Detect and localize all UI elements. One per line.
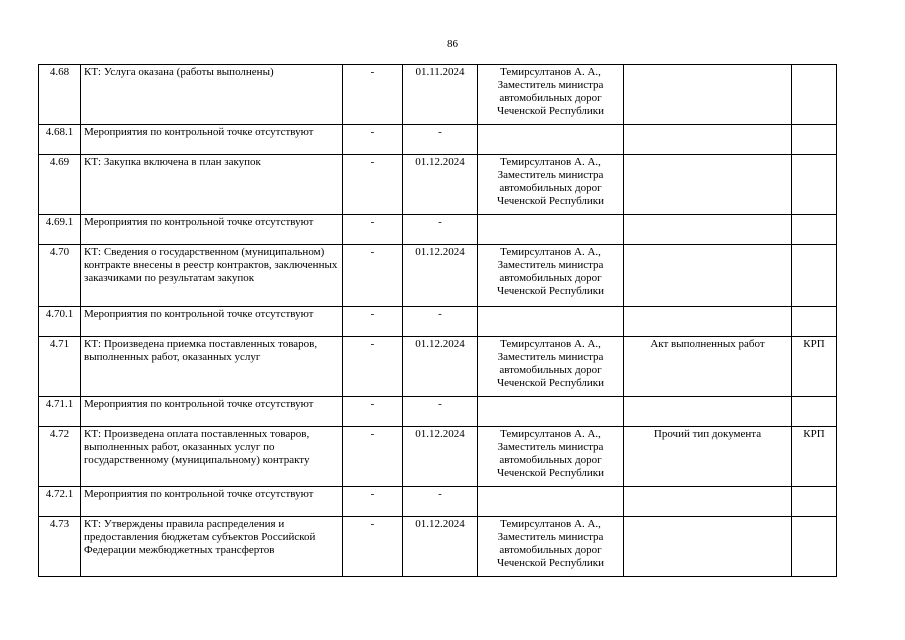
row-base-value: - xyxy=(343,397,403,427)
row-system xyxy=(792,125,837,155)
row-document xyxy=(624,215,792,245)
row-deadline: 01.12.2024 xyxy=(403,245,478,307)
row-number: 4.71.1 xyxy=(39,397,81,427)
row-deadline: 01.12.2024 xyxy=(403,155,478,215)
row-deadline: 01.12.2024 xyxy=(403,517,478,577)
row-responsible: Темирсултанов А. А., Заместитель министра автомобильных дорог Чеченской Республики xyxy=(478,517,624,577)
row-name: Мероприятия по контрольной точке отсутствуют xyxy=(81,125,343,155)
table-row xyxy=(39,397,837,427)
row-deadline: - xyxy=(403,487,478,517)
table-row xyxy=(39,215,837,245)
row-name: Мероприятия по контрольной точке отсутствуют xyxy=(81,397,343,427)
row-document: Прочий тип документа xyxy=(624,427,792,487)
page-number: 86 xyxy=(447,38,458,50)
row-document xyxy=(624,155,792,215)
row-document xyxy=(624,245,792,307)
row-number: 4.68.1 xyxy=(39,125,81,155)
row-responsible: Темирсултанов А. А., Заместитель министра автомобильных дорог Чеченской Республики xyxy=(478,337,624,397)
row-name: КТ: Закупка включена в план закупок xyxy=(81,155,343,215)
row-base-value: - xyxy=(343,337,403,397)
row-base-value: - xyxy=(343,215,403,245)
row-responsible xyxy=(478,307,624,337)
row-responsible: Темирсултанов А. А., Заместитель министра автомобильных дорог Чеченской Республики xyxy=(478,155,624,215)
row-number: 4.71 xyxy=(39,337,81,397)
table-row xyxy=(39,125,837,155)
row-responsible xyxy=(478,215,624,245)
row-base-value: - xyxy=(343,487,403,517)
table-row xyxy=(39,65,837,125)
row-number: 4.72 xyxy=(39,427,81,487)
row-base-value: - xyxy=(343,307,403,337)
row-number: 4.69 xyxy=(39,155,81,215)
row-responsible: Темирсултанов А. А., Заместитель министра автомобильных дорог Чеченской Республики xyxy=(478,427,624,487)
row-number: 4.69.1 xyxy=(39,215,81,245)
row-document xyxy=(624,125,792,155)
row-system xyxy=(792,397,837,427)
row-document xyxy=(624,517,792,577)
row-number: 4.68 xyxy=(39,65,81,125)
row-name: КТ: Сведения о государственном (муниципальном) контракте внесены в реестр контрактов, заключенных заказчиками по результатам закупок xyxy=(81,245,343,307)
row-name: Мероприятия по контрольной точке отсутствуют xyxy=(81,215,343,245)
row-system xyxy=(792,245,837,307)
row-system xyxy=(792,155,837,215)
table-row xyxy=(39,155,837,215)
row-name: КТ: Произведена оплата поставленных товаров, выполненных работ, оказанных услуг по государственному (муниципальному) контракту xyxy=(81,427,343,487)
row-system: КРП xyxy=(792,427,837,487)
row-responsible xyxy=(478,125,624,155)
row-responsible xyxy=(478,397,624,427)
row-name: Мероприятия по контрольной точке отсутствуют xyxy=(81,487,343,517)
row-base-value: - xyxy=(343,517,403,577)
row-system xyxy=(792,65,837,125)
row-base-value: - xyxy=(343,155,403,215)
row-system xyxy=(792,517,837,577)
row-system: КРП xyxy=(792,337,837,397)
row-document xyxy=(624,487,792,517)
row-deadline: - xyxy=(403,397,478,427)
row-number: 4.73 xyxy=(39,517,81,577)
row-system xyxy=(792,307,837,337)
row-document xyxy=(624,397,792,427)
row-number: 4.72.1 xyxy=(39,487,81,517)
table-row xyxy=(39,517,837,577)
table-row xyxy=(39,427,837,487)
row-base-value: - xyxy=(343,125,403,155)
row-base-value: - xyxy=(343,65,403,125)
row-responsible: Темирсултанов А. А., Заместитель министра автомобильных дорог Чеченской Республики xyxy=(478,245,624,307)
table-row xyxy=(39,307,837,337)
table-row xyxy=(39,337,837,397)
row-name: КТ: Произведена приемка поставленных товаров, выполненных работ, оказанных услуг xyxy=(81,337,343,397)
table-row xyxy=(39,245,837,307)
row-name: Мероприятия по контрольной точке отсутствуют xyxy=(81,307,343,337)
row-deadline: 01.12.2024 xyxy=(403,427,478,487)
row-system xyxy=(792,215,837,245)
row-number: 4.70.1 xyxy=(39,307,81,337)
table-row xyxy=(39,487,837,517)
row-deadline: - xyxy=(403,125,478,155)
row-responsible xyxy=(478,487,624,517)
row-deadline: - xyxy=(403,215,478,245)
row-base-value: - xyxy=(343,427,403,487)
row-document: Акт выполненных работ xyxy=(624,337,792,397)
row-document xyxy=(624,307,792,337)
row-deadline: 01.11.2024 xyxy=(403,65,478,125)
row-document xyxy=(624,65,792,125)
row-base-value: - xyxy=(343,245,403,307)
row-deadline: 01.12.2024 xyxy=(403,337,478,397)
control-points-table xyxy=(38,64,837,577)
row-responsible: Темирсултанов А. А., Заместитель министра автомобильных дорог Чеченской Республики xyxy=(478,65,624,125)
row-number: 4.70 xyxy=(39,245,81,307)
row-deadline: - xyxy=(403,307,478,337)
row-name: КТ: Утверждены правила распределения и предоставления бюджетам субъектов Российской Федерации межбюджетных трансфертов xyxy=(81,517,343,577)
row-system xyxy=(792,487,837,517)
row-name: КТ: Услуга оказана (работы выполнены) xyxy=(81,65,343,125)
